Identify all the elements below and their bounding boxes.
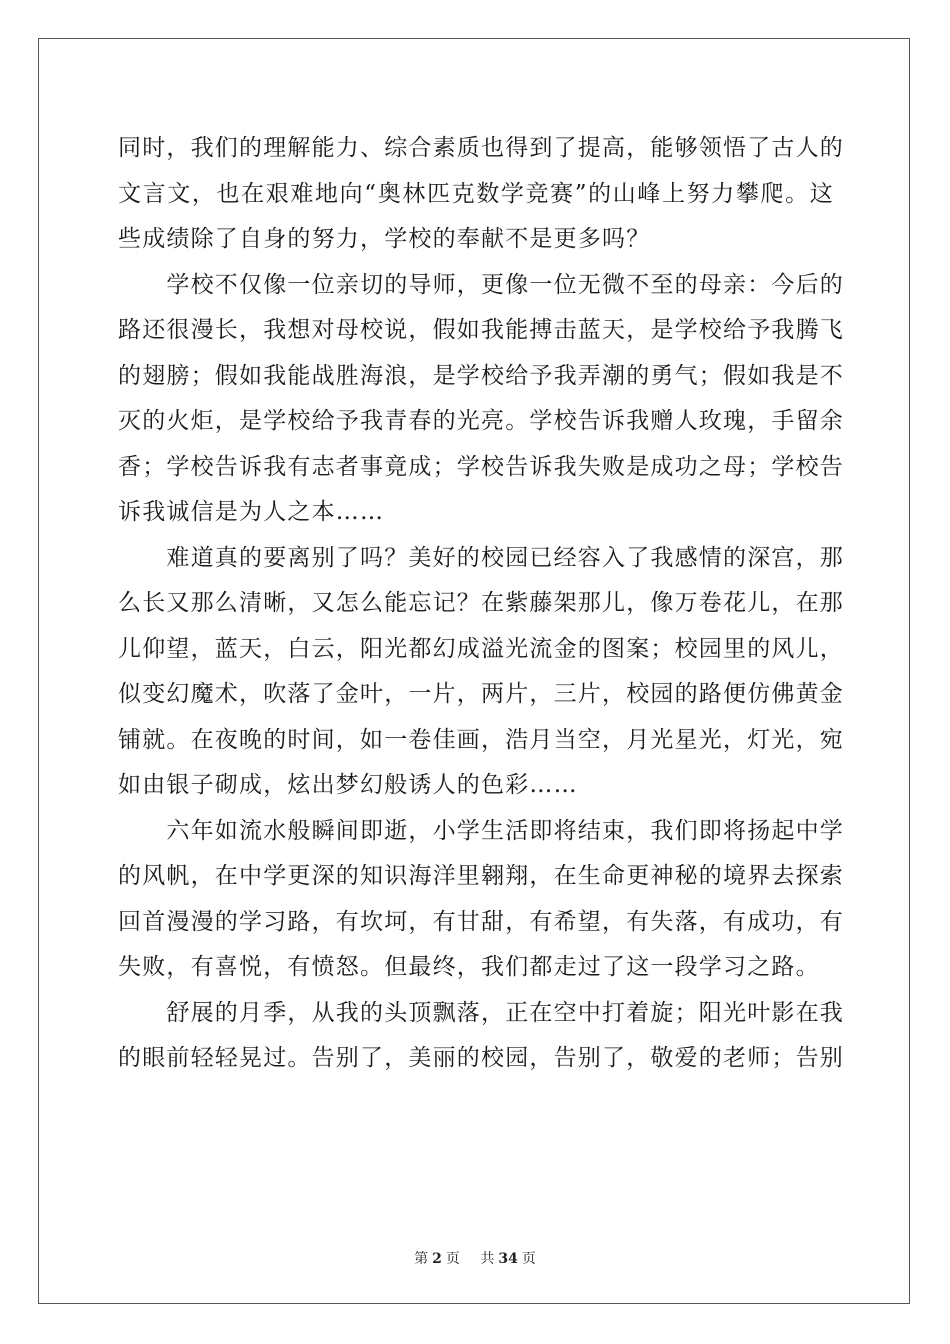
paragraph-5 [118, 991, 844, 1082]
total-pages: 34 [498, 1251, 518, 1267]
text-line: 似变幻魔术，吹落了金叶，一片，两片，三片，校园的路便仿佛黄金 [118, 681, 844, 707]
text-line: 如由银子砌成，炫出梦幻般诱人的色彩…… [118, 772, 578, 798]
text-line: 回首漫漫的学习路，有坎坷，有甘甜，有希望，有失落，有成功，有 [118, 908, 844, 935]
text-line: 同时，我们的理解能力、综合素质也得到了提高，能够领悟了古人的 [118, 135, 844, 161]
text-line: 学校不仅像一位亲切的导师，更像一位无微不至的母亲：今后的 [118, 271, 844, 298]
page-footer [0, 1248, 950, 1268]
text-line: 的眼前轻轻晃过。告别了，美丽的校园，告别了，敬爱的老师；告别 [118, 1045, 844, 1071]
text-line: 铺就。在夜晚的时间，如一卷佳画，浩月当空，月光星光，灯光，宛 [118, 726, 844, 753]
document-body [118, 126, 844, 1082]
page-suffix: 页 [445, 1251, 460, 1267]
text-line: 舒展的月季，从我的头顶飘落，正在空中打着旋；阳光叶影在我 [118, 999, 844, 1026]
page-prefix: 第 [414, 1251, 429, 1267]
text-line: 诉我诚信是为人之本…… [118, 499, 385, 525]
text-line: 儿仰望，蓝天，白云，阳光都幻成溢光流金的图案；校园里的风儿， [118, 635, 844, 662]
text-line: 灭的火炬，是学校给予我青春的光亮。学校告诉我赠人玫瑰，手留余 [118, 408, 844, 434]
total-suffix: 页 [521, 1251, 536, 1267]
paragraph-1 [118, 126, 844, 263]
text-line: 香；学校告诉我有志者事竟成；学校告诉我失败是成功之母；学校告 [118, 453, 844, 480]
text-line: 的风帆，在中学更深的知识海洋里翱翔，在生命更神秘的境界去探索 [118, 863, 844, 889]
text-line: 的翅膀；假如我能战胜海浪，是学校给予我弄潮的勇气；假如我是不 [118, 362, 844, 389]
paragraph-2 [118, 263, 844, 536]
text-line: 路还很漫长，我想对母校说，假如我能搏击蓝天，是学校给予我腾飞 [118, 317, 844, 343]
text-line: 么长又那么清晰，又怎么能忘记？在紫藤架那儿，像万卷花儿，在那 [118, 590, 844, 616]
paragraph-4 [118, 809, 844, 991]
total-indicator [476, 1251, 539, 1267]
text-line: 失败，有喜悦，有愤怒。但最终，我们都走过了这一段学习之路。 [118, 954, 820, 980]
text-line: 难道真的要离别了吗？美好的校园已经容入了我感情的深宫，那 [118, 544, 844, 571]
text-line: 些成绩除了自身的努力，学校的奉献不是更多吗？ [118, 226, 651, 252]
text-line: 六年如流水般瞬间即逝，小学生活即将结束，我们即将扬起中学 [118, 817, 844, 844]
paragraph-3 [118, 536, 844, 809]
page-indicator [410, 1251, 464, 1267]
page-number: 2 [432, 1251, 442, 1267]
total-prefix: 共 [480, 1251, 495, 1267]
text-line: 文言文，也在艰难地向“奥林匹克数学竞赛”的山峰上努力攀爬。这 [118, 180, 834, 207]
